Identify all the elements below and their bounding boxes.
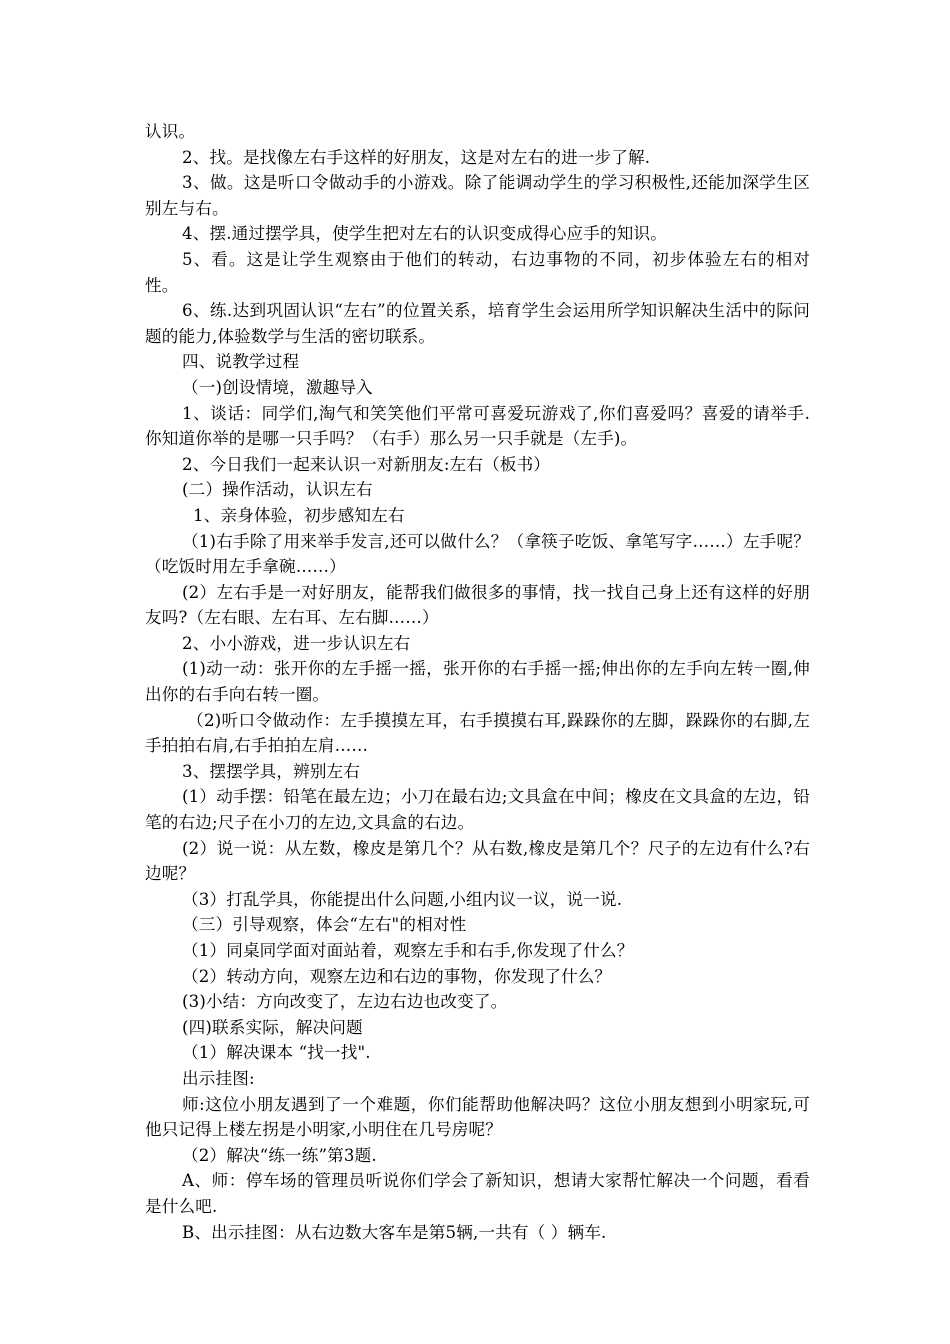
paragraph: (2）说一说：从左数，橡皮是第几个？从右数,橡皮是第几个？尺子的左边有什么?右边呢？ <box>145 838 810 884</box>
subsection-heading: （一)创设情境，激趣导入 <box>182 377 373 397</box>
subsection-heading: (四)联系实际，解决问题 <box>182 1017 363 1037</box>
paragraph: 3、做。这是听口令做动手的小游戏。除了能调动学生的学习积极性,还能加深学生区别左与右。 <box>145 173 810 218</box>
paragraph: （2)听口令做动作：左手摸摸左耳，右手摸摸右耳,跺跺你的左脚，跺跺你的右脚,左手拍拍右肩,右手拍拍左肩…… <box>145 710 810 756</box>
paragraph: 2、找。是找像左右手这样的好朋友，这是对左右的进一步了解. <box>182 147 651 167</box>
subsection-heading: （三）引导观察，体会“左右"的相对性 <box>182 915 467 935</box>
paragraph: （2）转动方向，观察左边和右边的事物，你发现了什么？ <box>182 966 612 986</box>
document-body <box>145 119 810 1245</box>
paragraph: 6、练.达到巩固认识“左右”的位置关系，培育学生会运用所学知识解决生活中的际问题的能力,体验数学与生活的密切联系。 <box>145 301 810 346</box>
paragraph: 认识。 <box>145 122 196 141</box>
paragraph: 师:这位小朋友遇到了一个难题，你们能帮助他解决吗？这位小朋友想到小明家玩,可他只记得上楼左拐是小明家,小明住在几号房呢？ <box>145 1094 810 1140</box>
paragraph: 出示挂图: <box>182 1068 255 1088</box>
paragraph: 5、看。这是让学生观察由于他们的转动，右边事物的不同，初步体验左右的相对性。 <box>145 249 810 295</box>
paragraph: 2、今日我们一起来认识一对新朋友:左右（板书） <box>182 454 551 474</box>
paragraph: 2、小小游戏，进一步认识左右 <box>182 633 411 653</box>
paragraph: （1)右手除了用来举手发言,还可以做什么？（拿筷子吃饭、拿笔写字……）左手呢？（吃饭时用左手拿碗……） <box>145 531 810 577</box>
paragraph: 1、亲身体验，初步感知左右 <box>193 505 405 525</box>
paragraph: 4、摆.通过摆学具，使学生把对左右的认识变成得心应手的知识。 <box>182 224 667 244</box>
paragraph: A、师：停车场的管理员听说你们学会了新知识，想请大家帮忙解决一个问题，看看是什么吧. <box>145 1171 810 1216</box>
paragraph: B、出示挂图：从右边数大客车是第5辆,一共有（ ）辆车. <box>182 1222 607 1242</box>
paragraph: （2）解决“练一练”第3题. <box>182 1145 377 1165</box>
paragraph: 1、谈话：同学们,淘气和笑笑他们平常可喜爱玩游戏了,你们喜爱吗？喜爱的请举手.你知道你举的是哪一只手吗？（右手）那么另一只手就是（左手)。 <box>145 403 810 449</box>
paragraph: (2）左右手是一对好朋友，能帮我们做很多的事情，找一找自己身上还有这样的好朋友吗?（左右眼、左右耳、左右脚……） <box>145 582 810 628</box>
paragraph: 3、摆摆学具，辨别左右 <box>182 761 361 781</box>
subsection-heading: (二）操作活动，认识左右 <box>182 480 373 500</box>
paragraph: （1）解决课本 “找一找". <box>182 1043 371 1063</box>
section-heading: 四、说教学过程 <box>182 352 300 372</box>
paragraph: (1）动手摆：铅笔在最左边；小刀在最右边;文具盒在中间；橡皮在文具盒的左边，铅笔的右边;尺子在小刀的左边,文具盒的右边。 <box>145 787 810 833</box>
paragraph: （3）打乱学具，你能提出什么问题,小组内议一议，说一说. <box>182 889 623 909</box>
paragraph: (3)小结：方向改变了，左边右边也改变了。 <box>182 992 508 1012</box>
paragraph: （1）同桌同学面对面站着，观察左手和右手,你发现了什么？ <box>182 941 634 960</box>
paragraph: (1)动一动：张开你的左手摇一摇，张开你的右手摇一摇;伸出你的左手向左转一圈,伸出你的右手向右转一圈。 <box>145 659 810 705</box>
